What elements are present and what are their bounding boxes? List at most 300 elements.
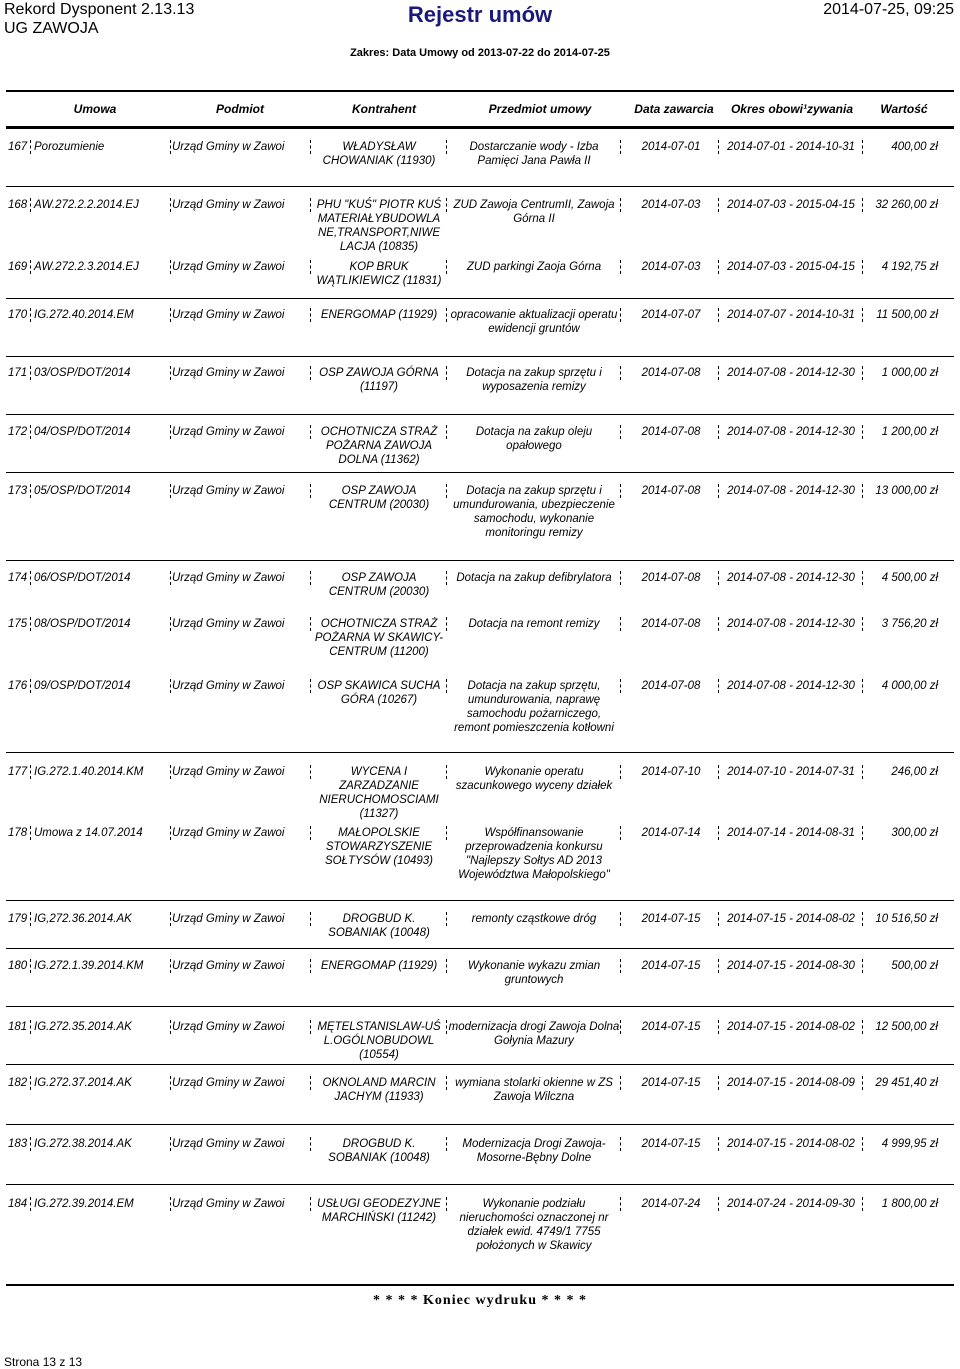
column-divider bbox=[446, 1137, 447, 1151]
column-divider bbox=[862, 198, 863, 212]
column-divider bbox=[446, 571, 447, 585]
cell-umowa: IG.272.38.2014.AK bbox=[34, 1138, 132, 1150]
column-divider bbox=[30, 679, 31, 693]
cell-umowa: IG.272.1.40.2014.KM bbox=[34, 766, 144, 778]
column-divider bbox=[862, 912, 863, 926]
column-divider bbox=[446, 1197, 447, 1211]
cell-umowa: AW.272.2.3.2014.EJ bbox=[34, 261, 139, 273]
column-divider bbox=[446, 765, 447, 779]
column-divider bbox=[718, 484, 719, 498]
cell-przedmiot: Dotacja na zakup sprzętu, umundurowania, naprawę samochodu pożarniczego, remont pomieszczenia kotłowni bbox=[454, 680, 614, 734]
column-divider bbox=[30, 1076, 31, 1090]
cell-umowa: 03/OSP/DOT/2014 bbox=[34, 367, 131, 379]
column-divider bbox=[862, 1137, 863, 1151]
cell-data: 2014-07-08 bbox=[641, 680, 701, 692]
column-divider bbox=[30, 765, 31, 779]
cell-kontrahent: OKNOLAND MARCIN JACHYM (11933) bbox=[322, 1077, 436, 1103]
cell-wartosc: 12 500,00 zł bbox=[875, 1021, 938, 1033]
column-divider bbox=[620, 679, 621, 693]
column-divider bbox=[310, 912, 311, 926]
column-divider bbox=[620, 1020, 621, 1034]
row-separator bbox=[6, 298, 954, 299]
cell-okres: 2014-07-10 - 2014-07-31 bbox=[727, 766, 855, 778]
cell-przedmiot: Dotacja na zakup sprzętu i umundurowania, ubezpieczenie samochodu, wykonanie monitoringu remizy bbox=[453, 485, 615, 539]
cell-podmiot: Urząd Gminy w Zawoi bbox=[172, 913, 285, 925]
column-divider bbox=[862, 1197, 863, 1211]
column-divider bbox=[310, 308, 311, 322]
column-divider bbox=[446, 484, 447, 498]
cell-przedmiot: remonty cząstkowe dróg bbox=[471, 913, 597, 925]
cell-wartosc: 400,00 zł bbox=[891, 141, 938, 153]
cell-wartosc: 1 200,00 zł bbox=[881, 426, 938, 438]
column-divider bbox=[170, 826, 171, 840]
column-divider bbox=[30, 366, 31, 380]
cell-kontrahent: OSP ZAWOJA CENTRUM (20030) bbox=[328, 572, 430, 598]
footer-divider bbox=[6, 1284, 954, 1286]
cell-umowa: AW.272.2.2.2014.EJ bbox=[34, 199, 139, 211]
cell-okres: 2014-07-03 - 2015-04-15 bbox=[727, 261, 855, 273]
cell-wartosc: 1 000,00 zł bbox=[881, 367, 938, 379]
column-divider bbox=[30, 912, 31, 926]
cell-data: 2014-07-15 bbox=[641, 1021, 701, 1033]
column-divider bbox=[170, 571, 171, 585]
cell-data: 2014-07-10 bbox=[641, 766, 701, 778]
column-divider bbox=[170, 366, 171, 380]
cell-przedmiot: Dotacja na zakup sprzętu i wyposazenia remizy bbox=[466, 367, 602, 393]
column-divider bbox=[718, 198, 719, 212]
column-divider bbox=[30, 1020, 31, 1034]
cell-kontrahent: OCHOTNICZA STRAŻ POŻARNA ZAWOJA DOLNA (11362) bbox=[320, 426, 438, 466]
cell-okres: 2014-07-14 - 2014-08-31 bbox=[727, 827, 855, 839]
cell-umowa: IG.272.39.2014.EM bbox=[34, 1198, 134, 1210]
column-divider bbox=[310, 1137, 311, 1151]
cell-kontrahent: DROGBUD K. SOBANIAK (10048) bbox=[328, 1138, 430, 1164]
column-divider bbox=[170, 617, 171, 631]
column-divider bbox=[620, 959, 621, 973]
date-range: Zakres: Data Umowy od 2013-07-22 do 2014-07-25 bbox=[350, 47, 610, 59]
column-divider bbox=[620, 425, 621, 439]
column-divider bbox=[310, 1020, 311, 1034]
cell-lp: 184 bbox=[8, 1198, 28, 1210]
cell-kontrahent: ENERGOMAP (11929) bbox=[320, 960, 438, 972]
column-divider bbox=[310, 679, 311, 693]
column-divider bbox=[862, 484, 863, 498]
column-divider bbox=[30, 308, 31, 322]
cell-podmiot: Urząd Gminy w Zawoi bbox=[172, 261, 285, 273]
col-data: Data zawarcia bbox=[634, 102, 714, 116]
column-divider bbox=[718, 366, 719, 380]
column-divider bbox=[310, 484, 311, 498]
column-divider bbox=[620, 765, 621, 779]
cell-data: 2014-07-08 bbox=[641, 618, 701, 630]
cell-kontrahent: DROGBUD K. SOBANIAK (10048) bbox=[328, 913, 430, 939]
row-separator bbox=[6, 414, 954, 415]
cell-lp: 167 bbox=[8, 141, 28, 153]
column-divider bbox=[170, 679, 171, 693]
column-divider bbox=[446, 826, 447, 840]
cell-lp: 171 bbox=[8, 367, 28, 379]
column-divider bbox=[862, 260, 863, 274]
cell-okres: 2014-07-15 - 2014-08-30 bbox=[727, 960, 855, 972]
row-separator bbox=[6, 128, 954, 129]
cell-data: 2014-07-03 bbox=[641, 199, 701, 211]
cell-wartosc: 1 800,00 zł bbox=[881, 1198, 938, 1210]
column-divider bbox=[170, 198, 171, 212]
column-divider bbox=[620, 826, 621, 840]
column-divider bbox=[170, 260, 171, 274]
column-divider bbox=[862, 308, 863, 322]
column-divider bbox=[446, 425, 447, 439]
cell-podmiot: Urząd Gminy w Zawoi bbox=[172, 309, 285, 321]
column-divider bbox=[718, 425, 719, 439]
column-divider bbox=[170, 1137, 171, 1151]
cell-przedmiot: opracowanie aktualizacji operatu ewidencji gruntów bbox=[450, 309, 618, 335]
cell-data: 2014-07-24 bbox=[641, 1198, 701, 1210]
column-divider bbox=[718, 617, 719, 631]
cell-kontrahent: WŁADYSŁAW CHOWANIAK (11930) bbox=[322, 141, 436, 167]
column-divider bbox=[310, 959, 311, 973]
column-divider bbox=[862, 366, 863, 380]
column-divider bbox=[718, 1076, 719, 1090]
cell-data: 2014-07-15 bbox=[641, 1077, 701, 1089]
cell-podmiot: Urząd Gminy w Zawoi bbox=[172, 827, 285, 839]
column-divider bbox=[310, 1076, 311, 1090]
col-kontrahent: Kontrahent bbox=[352, 102, 416, 116]
row-separator bbox=[6, 1184, 954, 1185]
column-divider bbox=[446, 959, 447, 973]
column-divider bbox=[718, 826, 719, 840]
col-podmiot: Podmiot bbox=[216, 102, 264, 116]
cell-okres: 2014-07-08 - 2014-12-30 bbox=[727, 367, 855, 379]
row-separator bbox=[6, 1006, 954, 1007]
cell-podmiot: Urząd Gminy w Zawoi bbox=[172, 141, 285, 153]
row-separator bbox=[6, 948, 954, 949]
column-divider bbox=[30, 959, 31, 973]
column-divider bbox=[620, 198, 621, 212]
cell-lp: 175 bbox=[8, 618, 28, 630]
column-divider bbox=[170, 425, 171, 439]
cell-okres: 2014-07-08 - 2014-12-30 bbox=[727, 485, 855, 497]
cell-okres: 2014-07-08 - 2014-12-30 bbox=[727, 426, 855, 438]
cell-data: 2014-07-08 bbox=[641, 426, 701, 438]
cell-wartosc: 32 260,00 zł bbox=[875, 199, 938, 211]
column-divider bbox=[718, 679, 719, 693]
cell-przedmiot: Dotacja na zakup defibrylatora bbox=[456, 572, 612, 584]
cell-lp: 168 bbox=[8, 199, 28, 211]
cell-przedmiot: wymiana stolarki okienne w ZS Zawoja Wilczna bbox=[455, 1077, 613, 1103]
cell-data: 2014-07-08 bbox=[641, 367, 701, 379]
column-divider bbox=[170, 1076, 171, 1090]
column-divider bbox=[862, 571, 863, 585]
row-separator bbox=[6, 560, 954, 561]
cell-kontrahent: OCHOTNICZA STRAŻ POŻARNA W SKAWICY-CENTRUM (11200) bbox=[314, 618, 444, 658]
column-divider bbox=[620, 260, 621, 274]
cell-podmiot: Urząd Gminy w Zawoi bbox=[172, 426, 285, 438]
cell-podmiot: Urząd Gminy w Zawoi bbox=[172, 766, 285, 778]
column-divider bbox=[862, 826, 863, 840]
column-divider bbox=[718, 765, 719, 779]
cell-wartosc: 4 999,95 zł bbox=[881, 1138, 938, 1150]
cell-przedmiot: ZUD parkingi Zaoja Górna bbox=[466, 261, 602, 273]
cell-wartosc: 4 192,75 zł bbox=[881, 261, 938, 273]
cell-przedmiot: ZUD Zawoja CentrumII, Zawoja Górna II bbox=[453, 199, 615, 225]
column-divider bbox=[718, 571, 719, 585]
column-divider bbox=[620, 366, 621, 380]
report-datetime: 2014-07-25, 09:25 bbox=[823, 1, 954, 18]
cell-data: 2014-07-15 bbox=[641, 913, 701, 925]
cell-przedmiot: Wykonanie operatu szacunkowego wyceny działek bbox=[455, 766, 613, 792]
col-okres: Okres obowi¹zywania bbox=[730, 102, 854, 116]
column-divider bbox=[718, 308, 719, 322]
cell-umowa: IG.272.37.2014.AK bbox=[34, 1077, 132, 1089]
column-divider bbox=[170, 959, 171, 973]
row-separator bbox=[6, 1064, 954, 1065]
cell-kontrahent: MAŁOPOLSKIE STOWARZYSZENIE SOŁTYSÓW (10493) bbox=[324, 827, 433, 867]
cell-lp: 178 bbox=[8, 827, 28, 839]
column-divider bbox=[862, 425, 863, 439]
cell-podmiot: Urząd Gminy w Zawoi bbox=[172, 680, 285, 692]
end-of-report: * * * * Koniec wydruku * * * * bbox=[373, 1293, 587, 1308]
column-divider bbox=[30, 571, 31, 585]
cell-umowa: 04/OSP/DOT/2014 bbox=[34, 426, 131, 438]
cell-podmiot: Urząd Gminy w Zawoi bbox=[172, 1138, 285, 1150]
page-title: Rejestr umów bbox=[407, 2, 553, 27]
column-divider bbox=[862, 679, 863, 693]
column-divider bbox=[718, 260, 719, 274]
cell-umowa: 09/OSP/DOT/2014 bbox=[34, 680, 131, 692]
column-divider bbox=[30, 1197, 31, 1211]
column-divider bbox=[310, 140, 311, 154]
cell-lp: 169 bbox=[8, 261, 28, 273]
col-wartosc: Wartość bbox=[880, 102, 928, 116]
column-divider bbox=[30, 484, 31, 498]
column-divider bbox=[170, 140, 171, 154]
table-header bbox=[6, 90, 954, 128]
column-divider bbox=[862, 617, 863, 631]
column-divider bbox=[170, 912, 171, 926]
cell-podmiot: Urząd Gminy w Zawoi bbox=[172, 1077, 285, 1089]
cell-wartosc: 11 500,00 zł bbox=[876, 309, 938, 321]
cell-przedmiot: Modernizacja Drogi Zawoja-Mosorne-Bębny Dolne bbox=[462, 1138, 606, 1164]
cell-umowa: IG,272.36.2014.AK bbox=[34, 913, 132, 925]
cell-wartosc: 4 000,00 zł bbox=[881, 680, 938, 692]
column-divider bbox=[30, 1137, 31, 1151]
cell-lp: 170 bbox=[8, 309, 28, 321]
row-separator bbox=[6, 186, 954, 187]
column-divider bbox=[718, 1137, 719, 1151]
column-divider bbox=[30, 140, 31, 154]
cell-podmiot: Urząd Gminy w Zawoi bbox=[172, 960, 285, 972]
column-divider bbox=[446, 912, 447, 926]
column-divider bbox=[620, 571, 621, 585]
cell-wartosc: 300,00 zł bbox=[891, 827, 938, 839]
cell-podmiot: Urząd Gminy w Zawoi bbox=[172, 1021, 285, 1033]
cell-okres: 2014-07-15 - 2014-08-02 bbox=[727, 913, 855, 925]
column-divider bbox=[30, 617, 31, 631]
column-divider bbox=[30, 198, 31, 212]
column-divider bbox=[446, 308, 447, 322]
cell-data: 2014-07-15 bbox=[641, 1138, 701, 1150]
cell-umowa: 06/OSP/DOT/2014 bbox=[34, 572, 131, 584]
cell-lp: 181 bbox=[8, 1021, 28, 1033]
col-umowa: Umowa bbox=[73, 102, 117, 116]
org-name: UG ZAWOJA bbox=[4, 20, 99, 37]
cell-wartosc: 29 451,40 zł bbox=[875, 1077, 938, 1089]
cell-kontrahent: MĘTELSTANISLAW-UŚ L.OGÓLNOBUDOWL (10554) bbox=[317, 1021, 441, 1061]
cell-podmiot: Urząd Gminy w Zawoi bbox=[172, 1198, 285, 1210]
column-divider bbox=[310, 366, 311, 380]
column-divider bbox=[310, 1197, 311, 1211]
column-divider bbox=[862, 959, 863, 973]
cell-okres: 2014-07-03 - 2015-04-15 bbox=[727, 199, 855, 211]
column-divider bbox=[620, 308, 621, 322]
cell-okres: 2014-07-01 - 2014-10-31 bbox=[727, 141, 855, 153]
column-divider bbox=[170, 484, 171, 498]
column-divider bbox=[310, 765, 311, 779]
cell-lp: 182 bbox=[8, 1077, 28, 1089]
column-divider bbox=[620, 140, 621, 154]
column-divider bbox=[310, 425, 311, 439]
column-divider bbox=[862, 765, 863, 779]
column-divider bbox=[862, 1076, 863, 1090]
cell-wartosc: 10 516,50 zł bbox=[875, 913, 938, 925]
column-divider bbox=[446, 198, 447, 212]
cell-umowa: IG.272.35.2014.AK bbox=[34, 1021, 132, 1033]
cell-lp: 177 bbox=[8, 766, 28, 778]
cell-data: 2014-07-07 bbox=[641, 309, 701, 321]
page-number: Strona 13 z 13 bbox=[4, 1355, 83, 1369]
cell-kontrahent: OSP ZAWOJA CENTRUM (20030) bbox=[328, 485, 430, 511]
cell-lp: 176 bbox=[8, 680, 28, 692]
row-separator bbox=[6, 752, 954, 753]
cell-kontrahent: KOP BRUK WĄTLIKIEWICZ (11831) bbox=[316, 261, 442, 287]
cell-przedmiot: Dotacja na zakup oleju opałowego bbox=[475, 426, 593, 452]
column-divider bbox=[310, 198, 311, 212]
column-divider bbox=[620, 617, 621, 631]
cell-umowa: IG.272.1.39.2014.KM bbox=[34, 960, 144, 972]
cell-lp: 174 bbox=[8, 572, 28, 584]
column-divider bbox=[310, 826, 311, 840]
column-divider bbox=[718, 1197, 719, 1211]
cell-przedmiot: Współfinansowanie przeprowadzenia konkursu "Najlepszy Sołtys AD 2013 Województwa Małopolskiego" bbox=[458, 827, 610, 881]
cell-podmiot: Urząd Gminy w Zawoi bbox=[172, 572, 285, 584]
column-divider bbox=[620, 1076, 621, 1090]
column-divider bbox=[862, 140, 863, 154]
cell-wartosc: 4 500,00 zł bbox=[881, 572, 938, 584]
cell-umowa: Porozumienie bbox=[34, 141, 105, 153]
cell-przedmiot: Dotacja na remont remizy bbox=[468, 618, 600, 630]
cell-lp: 172 bbox=[8, 426, 28, 438]
cell-data: 2014-07-03 bbox=[641, 261, 701, 273]
col-przedmiot: Przedmiot umowy bbox=[488, 102, 592, 116]
cell-umowa: Umowa z 14.07.2014 bbox=[34, 827, 143, 839]
cell-okres: 2014-07-15 - 2014-08-02 bbox=[727, 1138, 855, 1150]
cell-przedmiot: Wykonanie wykazu zmian gruntowych bbox=[467, 960, 601, 986]
column-divider bbox=[30, 826, 31, 840]
column-divider bbox=[620, 1137, 621, 1151]
cell-podmiot: Urząd Gminy w Zawoi bbox=[172, 618, 285, 630]
cell-umowa: IG.272.40.2014.EM bbox=[34, 309, 134, 321]
column-divider bbox=[30, 260, 31, 274]
cell-przedmiot: Dostarczanie wody - Izba Pamięci Jana Pawła II bbox=[469, 141, 599, 167]
cell-wartosc: 3 756,20 zł bbox=[881, 618, 938, 630]
column-divider bbox=[446, 366, 447, 380]
cell-podmiot: Urząd Gminy w Zawoi bbox=[172, 485, 285, 497]
row-separator bbox=[6, 900, 954, 901]
cell-okres: 2014-07-07 - 2014-10-31 bbox=[727, 309, 855, 321]
cell-kontrahent: PHU "KUŚ" PIOTR KUŚ MATERIAŁYBUDOWLA NE,TRANSPORT,NIWE LACJA (10835) bbox=[316, 199, 442, 253]
cell-okres: 2014-07-15 - 2014-08-09 bbox=[727, 1077, 855, 1089]
cell-lp: 183 bbox=[8, 1138, 28, 1150]
column-divider bbox=[170, 308, 171, 322]
column-divider bbox=[446, 617, 447, 631]
column-divider bbox=[718, 959, 719, 973]
cell-przedmiot: modernizacja drogi Zawoja Dolna Gołynia Mazury bbox=[448, 1021, 620, 1047]
cell-podmiot: Urząd Gminy w Zawoi bbox=[172, 199, 285, 211]
column-divider bbox=[718, 1020, 719, 1034]
cell-data: 2014-07-01 bbox=[641, 141, 701, 153]
cell-wartosc: 246,00 zł bbox=[891, 766, 938, 778]
row-separator bbox=[6, 472, 954, 473]
column-divider bbox=[718, 140, 719, 154]
app-name: Rekord Dysponent 2.13.13 bbox=[4, 1, 195, 18]
column-divider bbox=[446, 1076, 447, 1090]
column-divider bbox=[446, 1020, 447, 1034]
cell-kontrahent: OSP ZAWOJA GÓRNA (11197) bbox=[319, 367, 439, 393]
cell-okres: 2014-07-08 - 2014-12-30 bbox=[727, 618, 855, 630]
cell-okres: 2014-07-15 - 2014-08-02 bbox=[727, 1021, 855, 1033]
cell-lp: 173 bbox=[8, 485, 28, 497]
cell-data: 2014-07-08 bbox=[641, 572, 701, 584]
row-separator bbox=[6, 356, 954, 357]
cell-podmiot: Urząd Gminy w Zawoi bbox=[172, 367, 285, 379]
cell-data: 2014-07-14 bbox=[641, 827, 701, 839]
column-divider bbox=[310, 617, 311, 631]
column-divider bbox=[446, 140, 447, 154]
row-separator bbox=[6, 1124, 954, 1125]
column-divider bbox=[170, 1197, 171, 1211]
column-divider bbox=[30, 425, 31, 439]
cell-umowa: 08/OSP/DOT/2014 bbox=[34, 618, 131, 630]
column-divider bbox=[446, 679, 447, 693]
cell-wartosc: 13 000,00 zł bbox=[875, 485, 938, 497]
cell-data: 2014-07-08 bbox=[641, 485, 701, 497]
cell-kontrahent: OSP SKAWICA SUCHA GÓRA (10267) bbox=[317, 680, 441, 706]
cell-wartosc: 500,00 zł bbox=[891, 960, 938, 972]
column-divider bbox=[620, 912, 621, 926]
cell-lp: 180 bbox=[8, 960, 28, 972]
column-divider bbox=[170, 1020, 171, 1034]
cell-kontrahent: ENERGOMAP (11929) bbox=[320, 309, 438, 321]
column-divider bbox=[310, 260, 311, 274]
cell-okres: 2014-07-08 - 2014-12-30 bbox=[727, 680, 855, 692]
column-divider bbox=[718, 912, 719, 926]
column-divider bbox=[446, 260, 447, 274]
column-divider bbox=[620, 484, 621, 498]
column-divider bbox=[310, 571, 311, 585]
cell-kontrahent: USŁUGI GEODEZYJNE MARCHIŃSKI (11242) bbox=[317, 1198, 441, 1224]
cell-kontrahent: WYCENA I ZARZADZANIE NIERUCHOMOSCIAMI (11327) bbox=[319, 766, 439, 820]
column-divider bbox=[862, 1020, 863, 1034]
cell-przedmiot: Wykonanie podziału nieruchomości oznaczonej nr działek ewid. 4749/1 7755 położonych w Skawicy bbox=[459, 1198, 609, 1252]
column-divider bbox=[620, 1197, 621, 1211]
cell-okres: 2014-07-08 - 2014-12-30 bbox=[727, 572, 855, 584]
cell-lp: 179 bbox=[8, 913, 28, 925]
column-divider bbox=[170, 765, 171, 779]
cell-umowa: 05/OSP/DOT/2014 bbox=[34, 485, 131, 497]
cell-okres: 2014-07-24 - 2014-09-30 bbox=[727, 1198, 855, 1210]
cell-data: 2014-07-15 bbox=[641, 960, 701, 972]
